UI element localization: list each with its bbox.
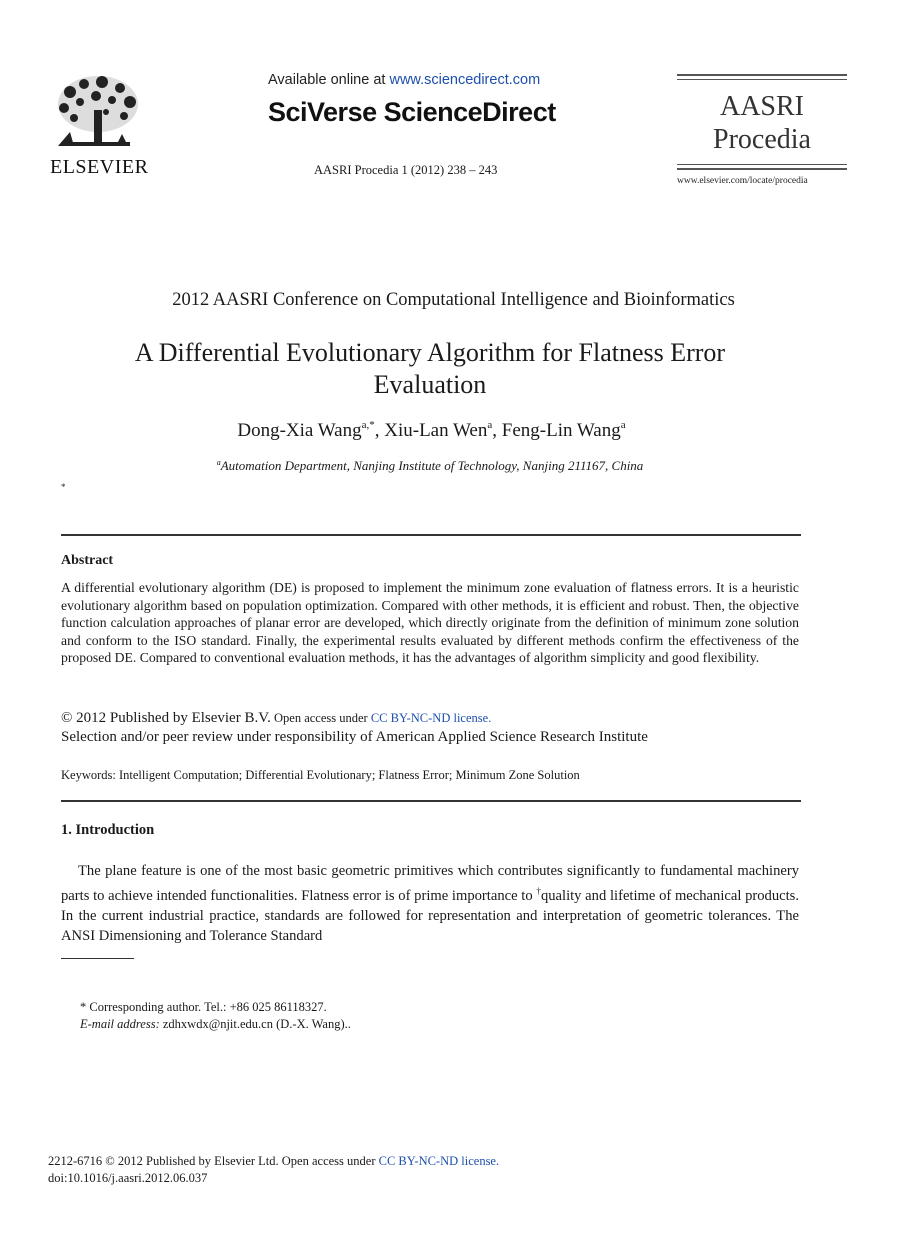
author-mark: a [620, 419, 626, 431]
journal-rule-top-thin [677, 79, 847, 80]
author-separator: , [492, 420, 502, 441]
author-list [0, 419, 863, 442]
available-prefix: Available online at [268, 72, 390, 88]
journal-citation: AASRI Procedia 1 (2012) 238 – 243 [314, 163, 498, 177]
abstract-heading: Abstract [61, 553, 114, 568]
corresponding-author: * Corresponding author. Tel.: +86 025 86118327. [80, 1000, 327, 1014]
journal-rule-top [677, 74, 847, 76]
email-footnote [80, 1017, 351, 1032]
email-label: E-mail address: [80, 1017, 160, 1031]
dagger-mark: † [536, 886, 541, 896]
divider-top [61, 534, 801, 536]
keywords: Keywords: Intelligent Computation; Differential Evolutionary; Flatness Error; Minimum Zone Solution [61, 768, 580, 782]
section-heading-introduction: 1. Introduction [61, 822, 155, 838]
doi: doi:10.1016/j.aasri.2012.06.037 [48, 1171, 208, 1185]
author-separator: , [374, 420, 385, 441]
copyright-line [61, 710, 491, 727]
affiliation [0, 458, 860, 474]
intro-text-part1: The plane feature is one of the most basic geometric primitives which contributes significantly to fundamental machinery parts to achieve intended functionalities. Flatness error is of prime importance to [61, 863, 799, 904]
conference-name: 2012 AASRI Conference on Computational Intelligence and Bioinformatics [172, 290, 735, 310]
author-name: Xiu-Lan Wen [384, 420, 488, 441]
journal-name-line2: Procedia [713, 124, 811, 155]
footnote-rule [61, 958, 134, 959]
journal-name [677, 90, 847, 156]
intro-text-part2: quality and lifetime of mechanical products. In the current industrial practice, standards are followed for representation and interpretation of geometric tolerances. The ANSI Dimensioning and Tolerance Standard [61, 888, 800, 944]
copyright-text: © 2012 Published by Elsevier B.V. [61, 710, 271, 726]
affiliation-text: Automation Department, Nanjing Institute of Technology, Nanjing 211167, China [220, 458, 644, 473]
paper-title: A Differential Evolutionary Algorithm for Flatness Error Evaluation [134, 338, 726, 399]
author-mark: a [487, 419, 493, 431]
license-link[interactable]: CC BY-NC-ND license. [370, 711, 492, 725]
author-name: Feng-Lin Wang [501, 420, 621, 441]
peer-review-statement: Selection and/or peer review under responsibility of American Applied Science Research Institute [61, 729, 648, 745]
publisher-logo-text: ELSEVIER [50, 156, 149, 178]
issn-text: 2212-6716 © 2012 Published by Elsevier Ltd. Open access under [48, 1154, 379, 1168]
journal-rule-bottom-thin [677, 164, 847, 165]
sciencedirect-link[interactable]: www.sciencedirect.com [389, 72, 541, 88]
introduction-text [61, 861, 799, 946]
affiliation-mark: a [216, 458, 221, 467]
author-mark: a,* [361, 419, 375, 431]
issn-line [48, 1154, 499, 1169]
journal-name-line1: AASRI [719, 91, 804, 122]
stray-mark: * [61, 482, 66, 492]
footer-license-link[interactable]: CC BY-NC-ND license. [378, 1154, 500, 1168]
abstract-text: A differential evolutionary algorithm (DE) is proposed to implement the minimum zone evaluation of flatness errors. It is a heuristic evolutionary algorithm based on population optimization. Compared with other methods, it is efficient and robust. Then, the objective function calculation approaches of planar error are developed, which directly originate from the definition of minimum zone solution and conform to the ISO standard. Finally, the experimental results evaluated by different methods confirm the effectiveness of the proposed DE. Compared to conventional evaluation methods, it has the advantages of algorithm simplicity and good flexibility. [61, 580, 799, 666]
email-address[interactable]: zdhxwdx@njit.edu.cn (D.-X. Wang).. [159, 1017, 351, 1031]
author-name: Dong-Xia Wang [237, 420, 362, 441]
divider-bottom [61, 800, 801, 802]
elsevier-logo [50, 74, 150, 180]
open-access-text: Open access under [270, 711, 371, 725]
platform-brand: SciVerse ScienceDirect [268, 97, 556, 127]
journal-url[interactable]: www.elsevier.com/locate/procedia [677, 176, 808, 186]
journal-rule-bottom [677, 168, 847, 170]
available-online [268, 72, 540, 88]
tree-icon [50, 74, 146, 154]
